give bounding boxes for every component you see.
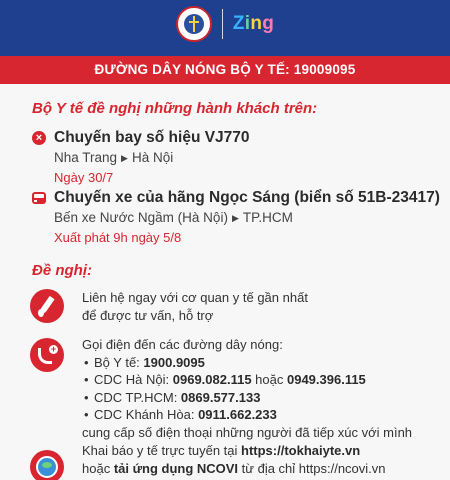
bus-icon xyxy=(32,192,46,204)
bus-title: Chuyến xe của hãng Ngọc Sáng (biển số 51B-23417) xyxy=(54,189,440,206)
bus-from: Bến xe Nước Ngầm (Hà Nội) xyxy=(54,210,228,225)
declare-text xyxy=(82,442,386,477)
flight-route xyxy=(54,150,173,165)
logo-divider xyxy=(222,9,223,39)
flight-to: Hà Nội xyxy=(131,150,174,165)
header-band xyxy=(0,0,450,56)
bus-date: Xuất phát 9h ngày 5/8 xyxy=(54,230,182,245)
declare-line-2: hoặc tải ứng dụng NCOVI từ địa chỉ https://ncovi.vn xyxy=(82,460,386,476)
flight-from: Nha Trang xyxy=(54,150,118,165)
passengers-title: Bộ Y tế đề nghị những hành khách trên: xyxy=(32,100,318,117)
hotline-list xyxy=(82,354,412,424)
hotline-item: • Bộ Y tế: 1900.9095 xyxy=(82,354,412,372)
call-text xyxy=(82,336,412,441)
contact-line-2: để được tư vấn, hỗ trợ xyxy=(82,307,214,323)
flight-title: Chuyến bay số hiệu VJ770 xyxy=(54,129,250,146)
arrow-right-icon: ▶ xyxy=(121,153,128,163)
call-footer: cung cấp số điện thoại những người đã tiếp xúc với mình xyxy=(82,424,413,440)
call-intro: Gọi điện đến các đường dây nóng: xyxy=(82,337,283,352)
contact-line-1: Liên hệ ngay với cơ quan y tế gần nhất xyxy=(82,290,308,305)
ncovi-link[interactable]: https://ncovi.vn xyxy=(298,460,386,476)
flight-date: Ngày 30/7 xyxy=(54,170,114,185)
test-tube-icon xyxy=(30,289,64,323)
main-content xyxy=(0,84,450,480)
hotline-item: • CDC TP.HCM: 0869.577.133 xyxy=(82,389,412,407)
zing-logo: Zing xyxy=(232,13,275,34)
declare-line-1: Khai báo y tế trực tuyến tại https://tokhaiyte.vn xyxy=(82,443,361,458)
ministry-of-health-logo-icon xyxy=(176,6,212,42)
hotline-item: • CDC Khánh Hòa: 0911.662.233 xyxy=(82,406,412,424)
contact-text xyxy=(82,289,308,324)
hotline-item: • CDC Hà Nội: 0969.082.115 hoặc 0949.396.115 xyxy=(82,371,412,389)
logos xyxy=(0,4,450,44)
tokhaiyte-link[interactable]: https://tokhaiyte.vn xyxy=(241,443,361,458)
globe-icon xyxy=(30,450,64,480)
recommendations-title: Đề nghị: xyxy=(32,262,92,279)
x-circle-icon: × xyxy=(32,131,46,145)
bus-route xyxy=(54,210,293,225)
hotline-banner: ĐƯỜNG DÂY NÓNG BỘ Y TẾ: 19009095 xyxy=(0,56,450,84)
arrow-right-icon: ▶ xyxy=(231,213,239,223)
phone-call-icon: + xyxy=(30,338,64,372)
bus-to: TP.HCM xyxy=(242,210,293,225)
